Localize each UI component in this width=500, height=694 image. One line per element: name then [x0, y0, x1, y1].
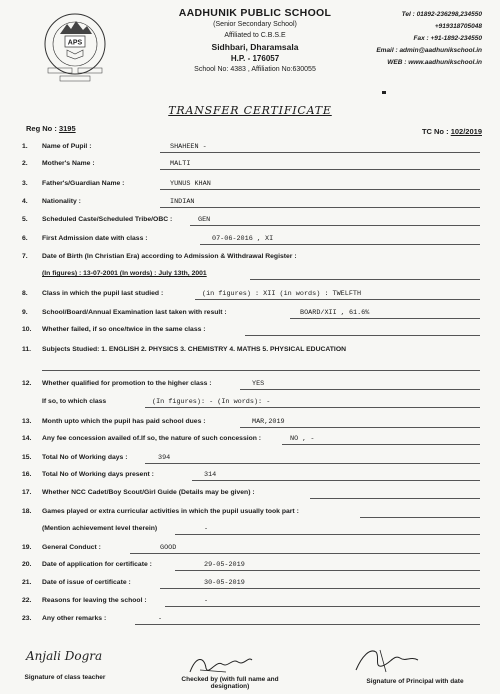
field-line [160, 152, 480, 153]
contact-web: WEB : www.aadhunikschool.in [387, 59, 482, 66]
field-label: If so, to which class [42, 398, 107, 405]
field-value: GEN [198, 216, 211, 224]
field-line [160, 588, 480, 589]
field-number: 12. [22, 380, 32, 387]
field-line [240, 389, 480, 390]
field-line [190, 225, 480, 226]
field-value: (in figures) : XII (in words) : TWELFTH [202, 290, 362, 298]
field-value: 30-05-2019 [204, 579, 245, 587]
field-number: 22. [22, 597, 32, 604]
school-logo [40, 10, 110, 84]
field-line [130, 553, 480, 554]
reg-label: Reg No : [26, 124, 57, 133]
logo-text: APS [67, 39, 83, 47]
field-value: MAR,2019 [252, 418, 285, 426]
field-label: School/Board/Annual Examination last taken with result : [42, 309, 227, 316]
tc-no [422, 127, 482, 136]
school-affiliation: Affiliated to C.B.S.E [224, 31, 286, 39]
blank-line [42, 370, 480, 371]
field-number: 5. [22, 216, 28, 223]
field-line [160, 169, 480, 170]
field-label: Father's/Guardian Name : [42, 180, 125, 187]
field-value: 29-05-2019 [204, 561, 245, 569]
field-number: 21. [22, 579, 32, 586]
field-number: 19. [22, 544, 32, 551]
tc-value: 102/2019 [450, 127, 482, 136]
field-line [175, 570, 480, 571]
field-value: YES [252, 380, 265, 388]
field-label: (Mention achievement level therein) [42, 525, 158, 532]
field-label: Date of issue of certificate : [42, 579, 131, 586]
field-label: Whether failed, if so once/twice in the same class : [42, 326, 206, 333]
field-line [282, 444, 480, 445]
field-label: Total No of Working days present : [42, 471, 154, 478]
checker-signature-scribble [186, 652, 256, 678]
field-value: - [204, 597, 209, 605]
field-value: INDIAN [170, 198, 195, 206]
field-number: 16. [22, 471, 32, 478]
field-label: Date of application for certificate : [42, 561, 152, 568]
school-header [170, 6, 340, 76]
field-number: 3. [22, 180, 28, 187]
field-line [200, 244, 480, 245]
field-number: 7. [22, 253, 28, 260]
school-address: Sidhbari, Dharamsala [211, 42, 299, 52]
field-line [240, 427, 480, 428]
field-line [245, 335, 480, 336]
field-number: 20. [22, 561, 32, 568]
certificate-title: TRANSFER CERTIFICATE [168, 104, 332, 117]
school-pin: H.P. - 176057 [230, 54, 280, 63]
field-value: - [204, 525, 209, 533]
field-number: 15. [22, 454, 32, 461]
contact-fax: Fax : +91-1892-234550 [413, 35, 482, 42]
field-number: 8. [22, 290, 28, 297]
field-number: 13. [22, 418, 32, 425]
field-label: General Conduct : [42, 544, 101, 551]
reg-value: 3195 [58, 124, 76, 133]
field-label: Games played or extra curricular activities in which the pupil usually took part : [42, 508, 299, 515]
field-number: 9. [22, 309, 28, 316]
field-label: Whether qualified for promotion to the higher class : [42, 380, 212, 387]
field-number: 18. [22, 508, 32, 515]
field-line [145, 463, 480, 464]
field-value: SHAHEEN - [170, 143, 207, 151]
field-value: BOARD/XII , 61.6% [300, 309, 370, 317]
principal-signature-label: Signature of Principal with date [366, 678, 464, 685]
field-label: Whether NCC Cadet/Boy Scout/Girl Guide (Details may be given) : [42, 489, 255, 496]
tc-label: TC No : [421, 127, 449, 136]
field-label: Class in which the pupil last studied : [42, 290, 164, 297]
field-label: Name of Pupil : [42, 143, 92, 150]
field-label: Reasons for leaving the school : [42, 597, 147, 604]
field-label: First Admission date with class : [42, 235, 148, 242]
field-value: 394 [158, 454, 171, 462]
field-number: 10. [22, 326, 32, 333]
contact-block [332, 9, 482, 69]
school-number: School No: 4383 , Affiliation No:630055 [194, 66, 316, 73]
field-label: Date of Birth (In Christian Era) according to Admission & Withdrawal Register : [42, 253, 297, 260]
field-value: (In figures): - (In words): - [152, 398, 271, 406]
school-subtitle: (Senior Secondary School) [213, 21, 297, 28]
field-value: 314 [204, 471, 217, 479]
class-teacher-signature-label: Signature of class teacher [24, 674, 106, 681]
field-line [160, 207, 480, 208]
field-number: 1. [22, 143, 28, 150]
field-line [360, 517, 480, 518]
principal-signature-scribble [350, 646, 430, 676]
field-value: YUNUS KHAN [170, 180, 211, 188]
field-number: 23. [22, 615, 32, 622]
contact-mobile: +919318705048 [434, 23, 482, 30]
field-number: 2. [22, 160, 28, 167]
field-value: GOOD [160, 544, 177, 552]
field-line [160, 189, 480, 190]
field-line [175, 534, 480, 535]
subjects-studied: Subjects Studied: 1. ENGLISH 2. PHYSICS 3. CHEMISTRY 4. MATHS 5. PHYSICAL EDUCATION [42, 346, 347, 353]
decorative-mark [382, 91, 386, 94]
contact-tel: Tel : 01892-236298,234550 [401, 11, 482, 18]
field-label: Any fee concession availed of.If so, the nature of such concession : [42, 435, 262, 442]
field-label: Total No of Working days : [42, 454, 128, 461]
field-label: Mother's Name : [42, 160, 95, 167]
field-line [165, 606, 480, 607]
field-line [192, 480, 480, 481]
checked-by-label: Checked by (with full name and designation) [181, 676, 279, 690]
field-value: - [158, 615, 163, 623]
field-line [310, 498, 480, 499]
field-value: 07-06-2016 , XI [212, 235, 274, 243]
field-number: 4. [22, 198, 28, 205]
contact-email: Email : admin@aadhunikschool.in [376, 47, 482, 54]
field-number: 17. [22, 489, 32, 496]
field-line [250, 279, 480, 280]
field-value: MALTI [170, 160, 191, 168]
school-name: AADHUNIK PUBLIC SCHOOL [178, 7, 332, 19]
field-line [145, 407, 480, 408]
field-label: Scheduled Caste/Scheduled Tribe/OBC : [42, 216, 173, 223]
field-label: Any other remarks : [42, 615, 107, 622]
dob-value: (In figures) : 13-07-2001 (In words) : July 13th, 2001 [42, 270, 207, 277]
teacher-handwritten-signature: Anjali Dogra [26, 649, 103, 663]
field-value: NO , - [290, 435, 315, 443]
field-line [290, 318, 480, 319]
field-number: 6. [22, 235, 28, 242]
field-label: Month upto which the pupil has paid school dues : [42, 418, 206, 425]
field-label: Nationality : [42, 198, 81, 205]
field-number: 11. [22, 346, 32, 353]
field-line [195, 299, 480, 300]
reg-no [26, 124, 76, 133]
field-number: 14. [22, 435, 32, 442]
field-line [135, 624, 480, 625]
